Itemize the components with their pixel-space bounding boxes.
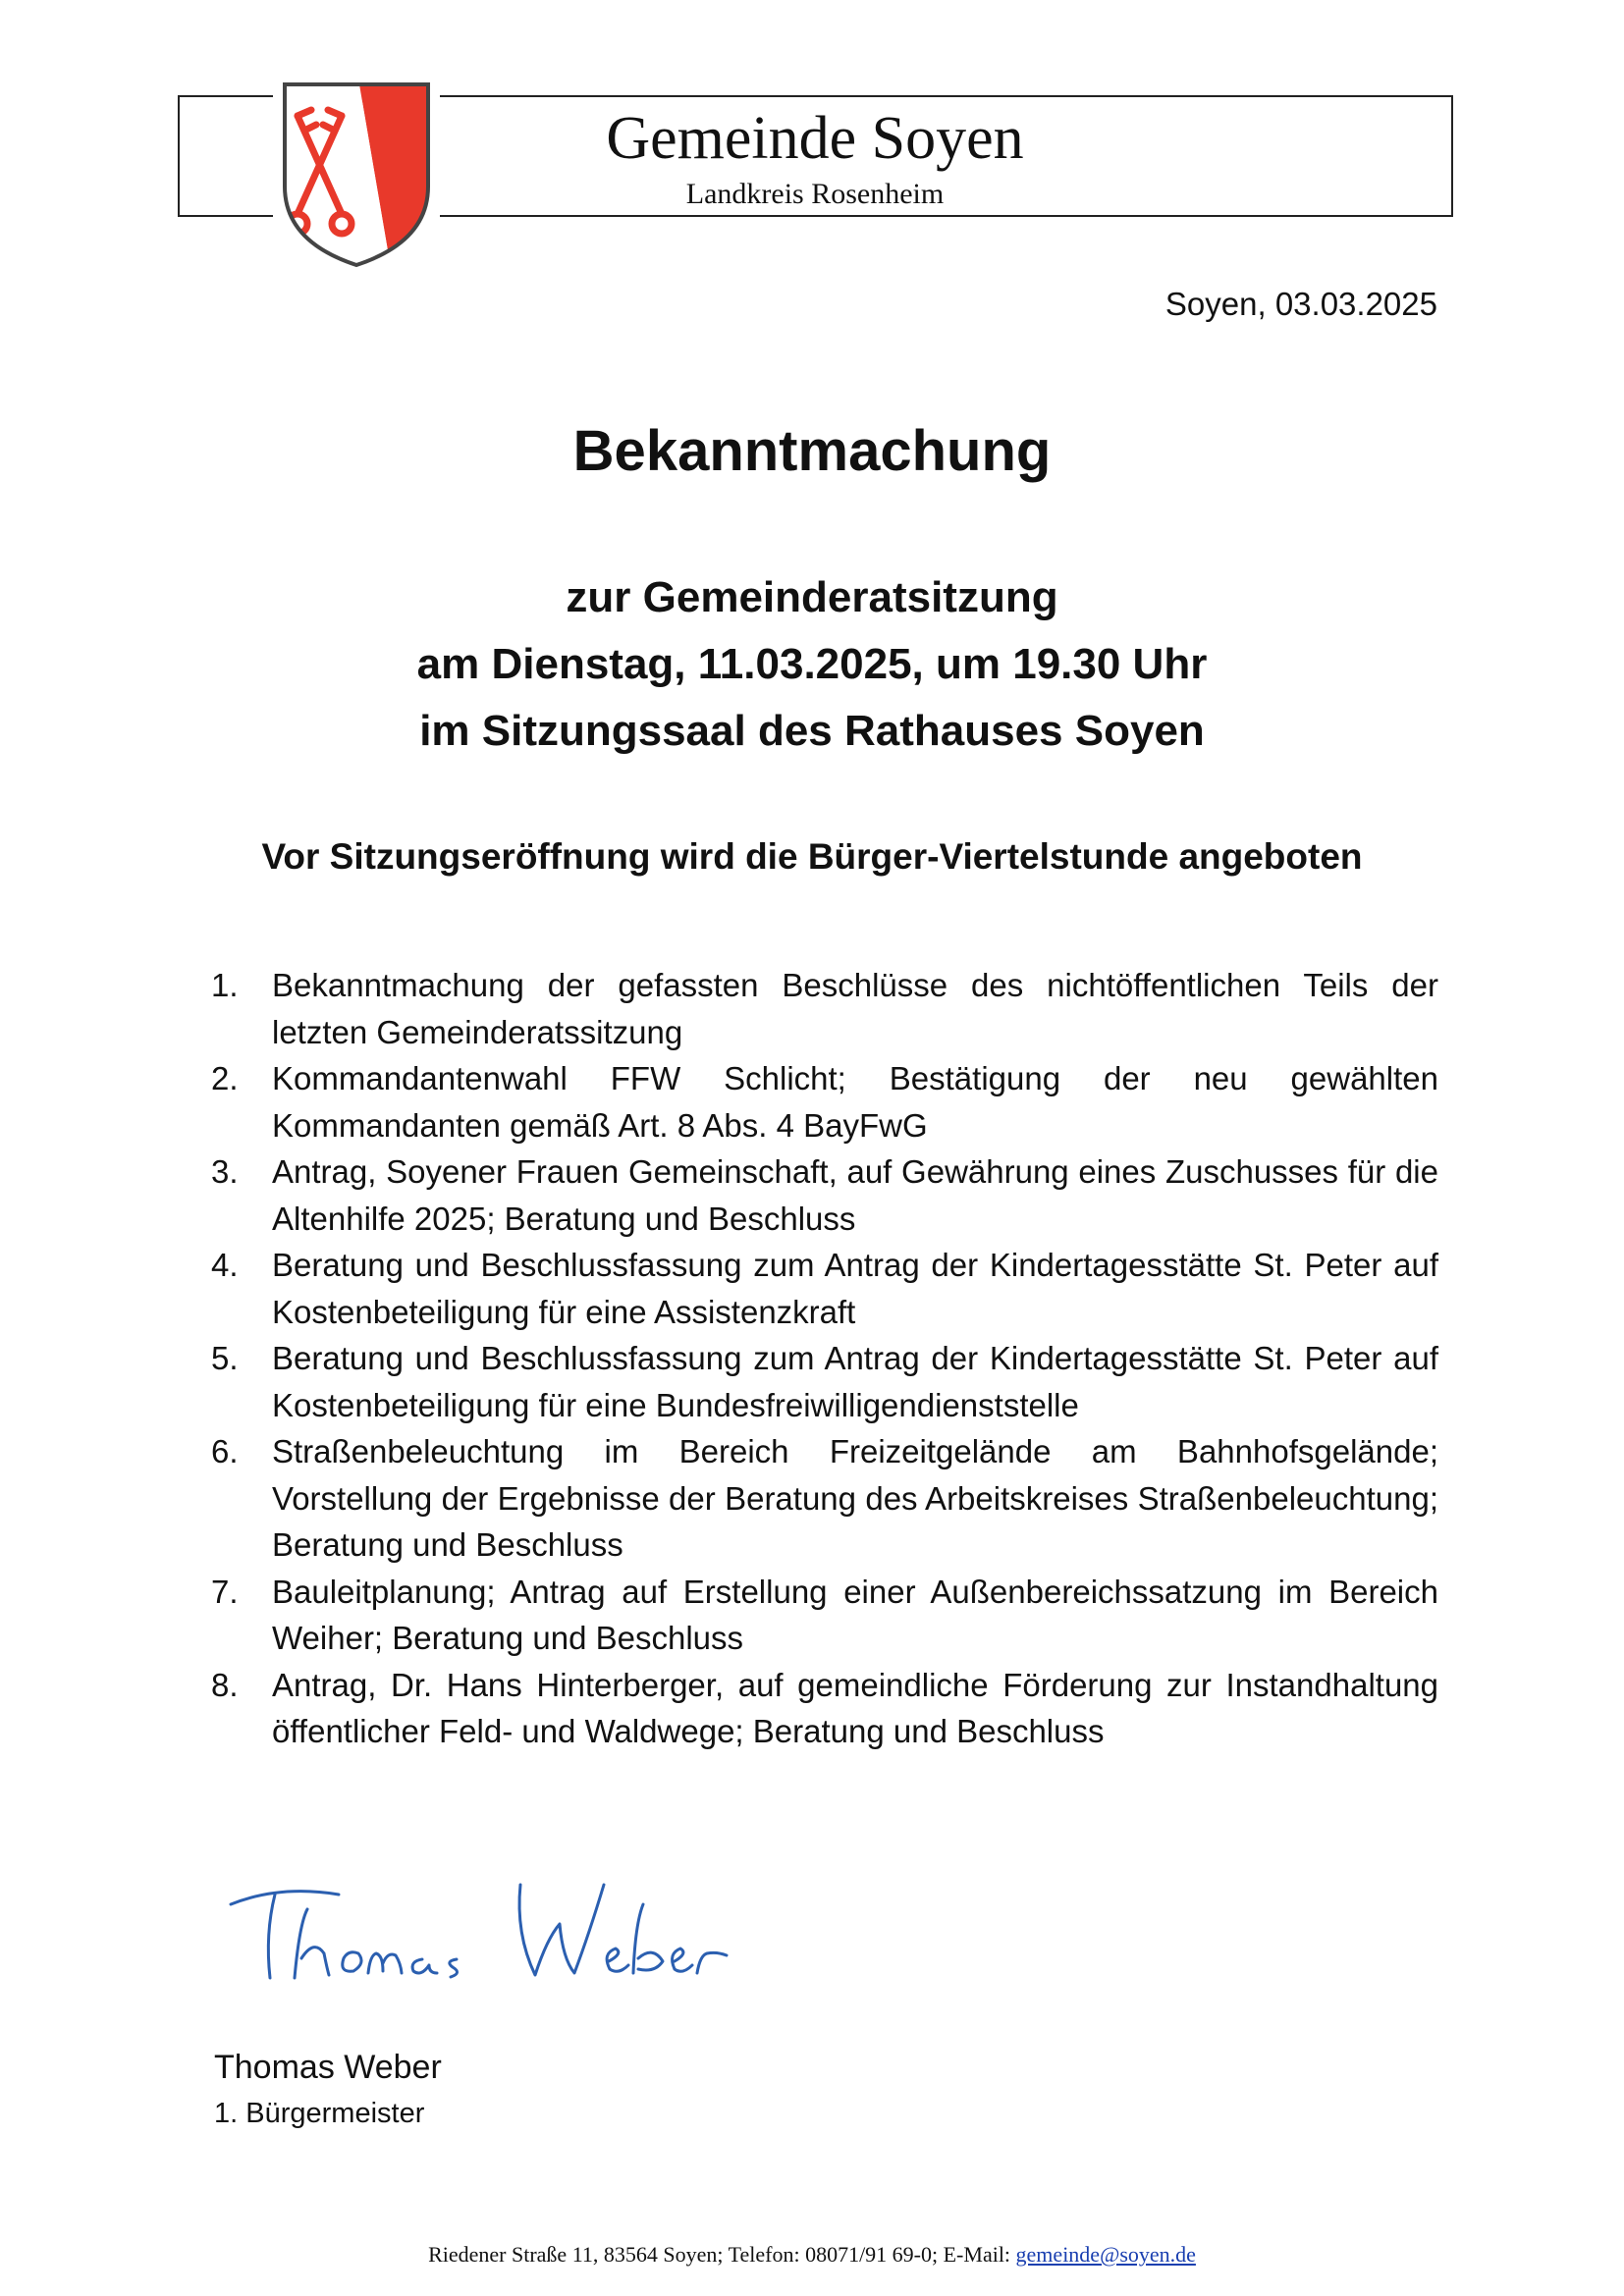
agenda-text: Antrag, Dr. Hans Hinterberger, auf gemeindliche Förderung zur Instandhaltung öffentlicher Feld- und Waldwege; Beratung und Beschluss xyxy=(272,1666,1438,1749)
agenda-text: Beratung und Beschlussfassung zum Antrag der Kindertagesstätte St. Peter auf Kostenbeteiligung für eine Bundesfreiwilligendienststelle xyxy=(272,1340,1438,1423)
handwritten-signature xyxy=(221,1865,800,1993)
footer-contact xyxy=(0,2241,1624,2269)
agenda-text: Straßenbeleuchtung im Bereich Freizeitgelände am Bahnhofsgelände; Vorstellung der Ergebnisse der Beratung des Arbeitskreises Straßenbeleuchtung; Beratung und Beschluss xyxy=(272,1433,1438,1563)
agenda-item xyxy=(211,1148,1438,1242)
intro-note: Vor Sitzungseröffnung wird die Bürger-Viertelstunde angeboten xyxy=(261,836,1363,877)
agenda-number: 6. xyxy=(211,1433,239,1469)
agenda-number: 1. xyxy=(211,967,239,1003)
municipality-name: Gemeinde Soyen xyxy=(606,105,1024,172)
district-name: Landkreis Rosenheim xyxy=(685,178,945,210)
agenda-item xyxy=(211,1242,1438,1335)
agenda-text: Kommandantenwahl FFW Schlicht; Bestätigung der neu gewählten Kommandanten gemäß Art. 8 Abs. 4 BayFwG xyxy=(272,1060,1438,1144)
coat-of-arms-icon xyxy=(273,77,440,273)
agenda-number: 8. xyxy=(211,1666,239,1703)
agenda-number: 2. xyxy=(211,1060,239,1096)
subtitle-line: im Sitzungssaal des Rathauses Soyen xyxy=(419,707,1205,755)
agenda-number: 3. xyxy=(211,1153,239,1190)
agenda-item xyxy=(211,1569,1438,1662)
agenda-text: Antrag, Soyener Frauen Gemeinschaft, auf Gewährung eines Zuschusses für die Altenhilfe 2025; Beratung und Beschluss xyxy=(272,1153,1438,1237)
agenda-item xyxy=(211,1428,1438,1569)
agenda-number: 4. xyxy=(211,1247,239,1283)
agenda-text: Bauleitplanung; Antrag auf Erstellung einer Außenbereichssatzung im Bereich Weiher; Beratung und Beschluss xyxy=(272,1573,1438,1656)
signer-role: 1. Bürgermeister xyxy=(214,2098,425,2129)
agenda-number: 5. xyxy=(211,1340,239,1376)
page-title: Bekanntmachung xyxy=(572,419,1052,483)
signer-name: Thomas Weber xyxy=(214,2049,442,2086)
document-date: Soyen, 03.03.2025 xyxy=(1164,286,1437,322)
agenda-item xyxy=(211,1335,1438,1428)
agenda-item xyxy=(211,962,1438,1055)
agenda-text: Bekanntmachung der gefassten Beschlüsse des nichtöffentlichen Teils der letzten Gemeinderatssitzung xyxy=(272,967,1438,1050)
subtitle-line: am Dienstag, 11.03.2025, um 19.30 Uhr xyxy=(416,640,1208,688)
agenda-list xyxy=(211,962,1438,1755)
agenda-item xyxy=(211,1055,1438,1148)
agenda-number: 7. xyxy=(211,1573,239,1610)
agenda-item xyxy=(211,1662,1438,1755)
agenda-text: Beratung und Beschlussfassung zum Antrag der Kindertagesstätte St. Peter auf Kostenbeteiligung für eine Assistenzkraft xyxy=(272,1247,1438,1330)
subtitle-line: zur Gemeinderatsitzung xyxy=(566,573,1058,621)
footer-email-link[interactable]: gemeinde@soyen.de xyxy=(1015,2242,1196,2267)
footer-address: Riedener Straße 11, 83564 Soyen; Telefon: 08071/91 69-0; E-Mail: xyxy=(428,2242,1016,2267)
